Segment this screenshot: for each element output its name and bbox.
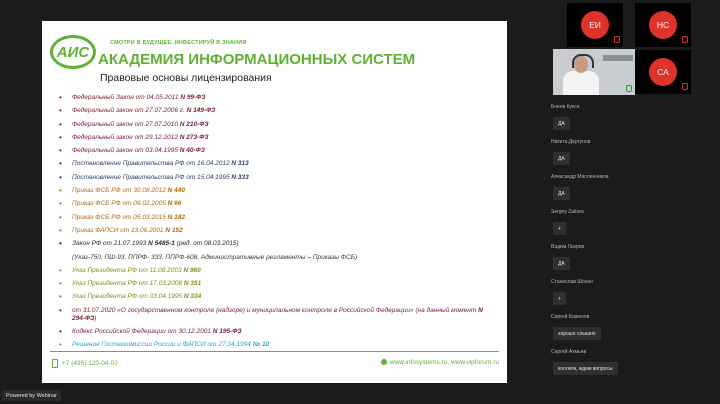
footer-web-text: www.infosystems.ru, www.vipforum.ru [389, 359, 499, 366]
powered-by-label[interactable]: Powered by Webinar [2, 390, 61, 401]
participant-name: Сергей Баженов [551, 314, 590, 320]
document-title: Указ Президента РФ от 11.08.2003 [72, 266, 184, 274]
document-number: № 10 [252, 341, 270, 349]
document-number: N 149-ФЗ [186, 107, 216, 115]
participant-name: Сергей Ахмьев [551, 349, 587, 355]
document-title: Федеральный закон от 03.04.1995 [72, 147, 180, 155]
avatar-initials: НС [656, 20, 670, 30]
participant-name: Sergey Zaitsev [551, 209, 585, 215]
footer-divider [50, 351, 499, 352]
document-suffix: (ред. от 08.03.2015) [174, 240, 239, 248]
background-shelf [603, 55, 633, 61]
document-title: Федеральный закон от 27.07.2010 [72, 120, 180, 128]
document-item [56, 200, 501, 208]
document-number: N 99-ФЗ [180, 94, 206, 101]
footer-phone-text: +7 (495) 120-04-02 [62, 360, 118, 368]
bullet-icon: • [59, 172, 62, 182]
document-number: N 40-ФЗ [179, 147, 205, 155]
participant-name: Бнеев Кукся [551, 104, 580, 110]
participant-tile-sa[interactable] [635, 50, 691, 94]
document-item [56, 94, 501, 102]
avatar [649, 11, 677, 39]
bullet-icon: • [59, 146, 62, 156]
logo-text: АИС [56, 43, 90, 61]
document-number: N 182 [167, 213, 185, 221]
document-title: Приказ ФСБ РФ от 05.03.2015 [72, 213, 168, 221]
participant-name: Никита Дергунов [551, 139, 591, 145]
document-item [56, 121, 501, 129]
document-item [56, 107, 501, 115]
participant-message: ДА [553, 187, 570, 200]
bullet-icon: • [59, 239, 62, 249]
participant-message: коллеги, ждем вопросы [553, 362, 618, 375]
avatar [581, 11, 609, 39]
mic-muted-icon [614, 36, 620, 43]
document-title: Приказ ФАПСИ от 13.06.2001 [72, 226, 166, 234]
document-item [56, 160, 501, 168]
document-title: Постановление Правительства РФ от 16.04.2012 [72, 160, 232, 168]
avatar-initials: СА [657, 67, 669, 77]
participant-message: хорошо слышно [553, 327, 601, 340]
bullet-icon: • [59, 327, 62, 337]
bullet-icon: • [59, 132, 62, 142]
participant-name: Александр Мясленников [551, 174, 609, 180]
globe-icon [381, 359, 387, 365]
slide-subtitle: Правовые основы лицензирования [100, 72, 272, 84]
slide-brand-title: АКАДЕМИЯ ИНФОРМАЦИОННЫХ СИСТЕМ [98, 51, 416, 68]
speaker-video-tile[interactable] [553, 49, 635, 95]
document-title: от 31.07.2020 «О государственном контроле (надзоре) и муниципальном контроле в Российской Федерации» (на данный момент [72, 306, 479, 314]
document-item [56, 307, 492, 323]
document-item [56, 187, 501, 195]
document-number: N 294-ФЗ [72, 306, 483, 322]
document-number: N 273-ФЗ [179, 133, 209, 141]
document-number: N 313 [231, 160, 249, 168]
document-title: Федеральный закон от 29.12.2012 [72, 133, 180, 141]
bullet-icon: • [59, 119, 62, 129]
participant-tile-ns[interactable] [635, 3, 691, 47]
headset-icon [572, 54, 594, 68]
bullet-icon: • [59, 159, 62, 169]
document-number: N 440 [167, 187, 185, 195]
bullet-icon: • [59, 265, 62, 275]
participant-message: ДА [553, 152, 570, 165]
document-number: N 333 [231, 173, 249, 181]
document-item [56, 267, 501, 275]
slide-tagline: СМОТРИ В БУДУЩЕЕ. ИНВЕСТИРУЙ В ЗНАНИЯ [110, 40, 247, 46]
document-list [56, 94, 501, 355]
bullet-icon: • [59, 199, 62, 209]
bullet-icon: • [59, 292, 62, 302]
document-item [56, 134, 501, 142]
footer-phone [52, 359, 118, 368]
document-number: N 66 [167, 200, 182, 208]
document-suffix: ) [94, 314, 97, 322]
mic-muted-icon [682, 36, 688, 43]
document-title: Федеральный Закон от 04.05.2011 [72, 94, 181, 101]
speaker-body [563, 71, 599, 95]
bullet-icon: • [59, 279, 62, 289]
bullet-icon: • [59, 186, 62, 196]
document-item [56, 328, 501, 336]
phone-icon [52, 359, 58, 368]
bullet-icon: • [59, 93, 62, 102]
document-number: N 334 [183, 293, 202, 301]
document-item [56, 240, 501, 248]
mic-active-icon [626, 85, 632, 92]
document-title: Указ Президента РФ от 03.04.1995 [72, 293, 184, 301]
document-item [56, 227, 501, 235]
participant-tile-ei[interactable] [567, 3, 623, 47]
document-title: Постановление Правительства РФ от 15.04.1995 [72, 173, 232, 181]
participant-message: + [553, 292, 566, 305]
bullet-icon: • [59, 305, 62, 315]
document-number: N 5485-1 [148, 240, 175, 248]
document-item [56, 341, 501, 349]
document-number: N 195-ФЗ [212, 328, 242, 336]
participant-message: ДА [553, 257, 570, 270]
bullet-icon: • [59, 212, 62, 222]
bullet-icon: • [59, 106, 62, 116]
presentation-slide [42, 21, 507, 383]
participant-message: ДА [553, 117, 570, 130]
participant-name: Вадим Лазров [551, 244, 585, 250]
document-item [56, 293, 501, 301]
document-number: N 210-ФЗ [179, 120, 209, 128]
document-item [56, 174, 501, 182]
document-number: N 152 [165, 226, 183, 234]
document-title: Указ Президента РФ от 17.03.2008 [72, 280, 184, 288]
document-item [56, 254, 501, 262]
document-title: Решение Гостехкомиссии России и ФАПСИ от 27.04.1994 [72, 341, 253, 349]
document-number: N 351 [183, 280, 202, 288]
footer-website [381, 359, 499, 366]
document-title: Приказ ФСБ РФ от 30.08.2012 [72, 187, 168, 195]
bullet-icon: • [59, 225, 62, 235]
document-title: Закон РФ от 21.07.1993 [72, 240, 149, 248]
avatar [649, 58, 677, 86]
ais-logo [50, 35, 96, 69]
bullet-icon: • [59, 340, 62, 350]
document-item [56, 147, 501, 155]
document-item [56, 214, 501, 222]
document-number: N 960 [183, 266, 201, 274]
participant-message: + [553, 222, 566, 235]
document-title: (Указ-750, ПШ-93, ППРФ- 333, ППРФ-608, Административные регламенты – Приказы ФСБ) [72, 253, 358, 261]
document-item [56, 280, 501, 288]
avatar-initials: ЕИ [589, 20, 601, 30]
document-title: Приказ ФСБ РФ от 09.02.2005 [72, 200, 168, 208]
document-title: Кодекс Российской Федерации от 30.12.2001 [72, 328, 213, 336]
document-title: Федеральный закон от 27.07.2006 г. [72, 107, 187, 115]
participant-name: Станислав Шохин [551, 279, 593, 285]
mic-muted-icon [682, 83, 688, 90]
